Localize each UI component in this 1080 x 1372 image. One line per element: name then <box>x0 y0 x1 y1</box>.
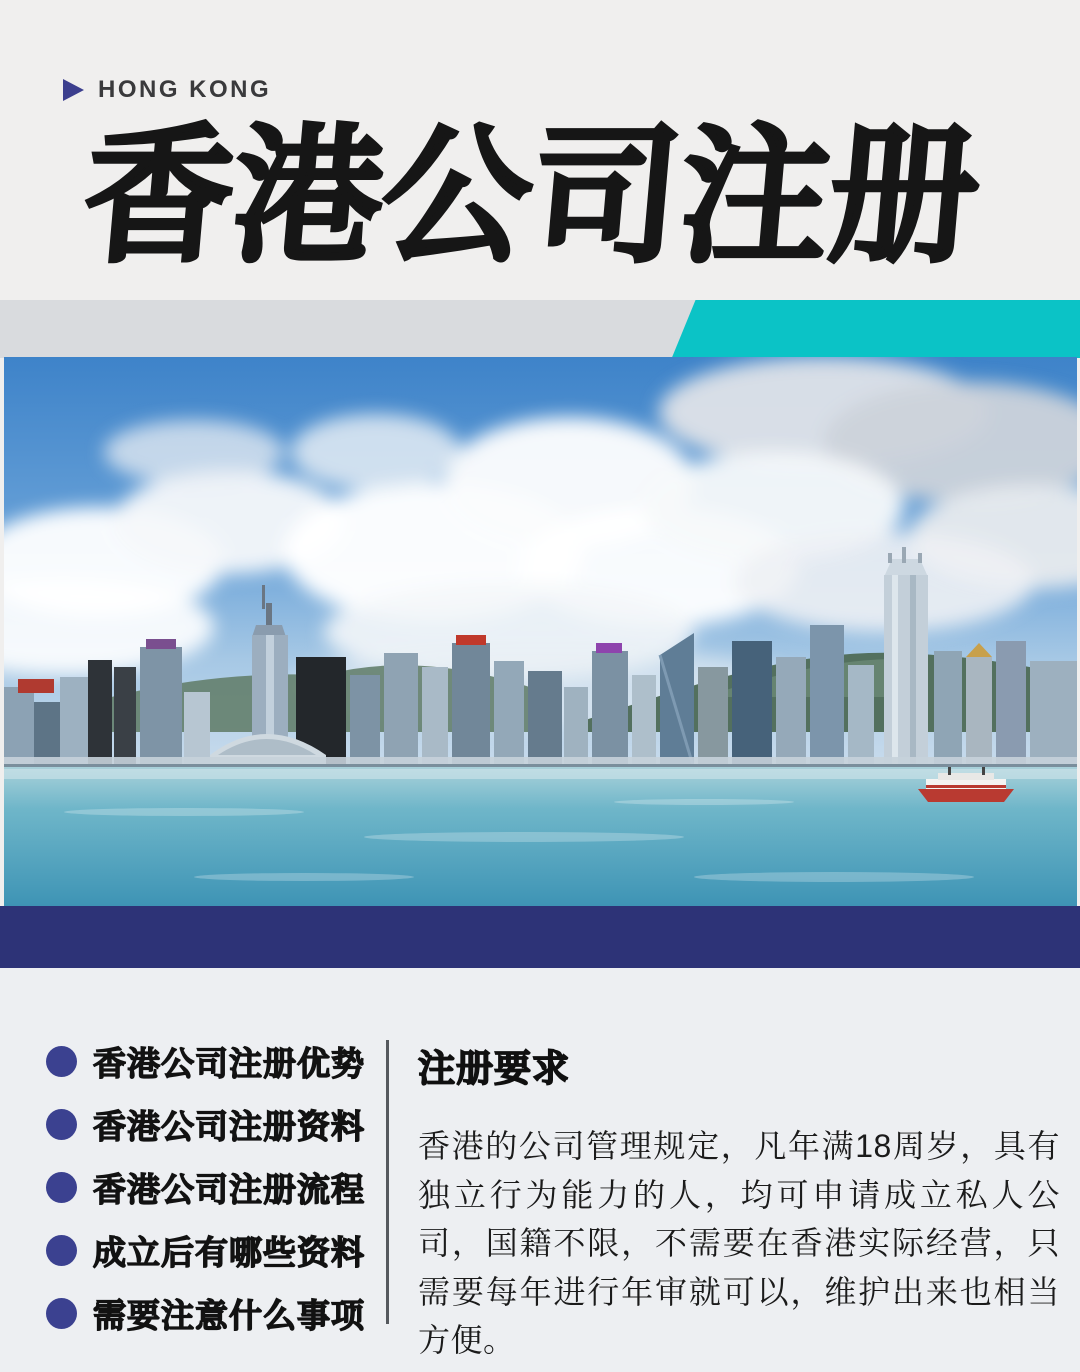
requirements-block <box>418 1038 1060 1365</box>
kicker <box>63 76 271 104</box>
requirements-heading: 注册要求 <box>418 1048 570 1089</box>
bullet-dot-icon <box>46 1298 77 1329</box>
triangle-right-icon <box>63 79 84 101</box>
topic-menu <box>46 1030 365 1345</box>
menu-item-label: 香港公司注册优势 <box>93 1045 365 1082</box>
list-item <box>46 1156 365 1219</box>
kicker-label: HONG KONG <box>98 76 272 103</box>
list-item <box>46 1282 365 1345</box>
bullet-dot-icon <box>46 1046 77 1077</box>
bullet-dot-icon <box>46 1109 77 1140</box>
list-item <box>46 1030 365 1093</box>
victoria-harbour-skyline-photo <box>4 357 1077 906</box>
requirements-paragraph: 香港的公司管理规定，凡年满18周岁，具有独立行为能力的人，均可申请成立私人公司，国籍不限，不需要在香港实际经营，只需要每年进行年审就可以，维护出来也相当方便。 <box>418 1128 1060 1358</box>
bullet-dot-icon <box>46 1172 77 1203</box>
page-title: 香港公司注册 <box>77 113 986 280</box>
divider-band-teal <box>0 300 1080 358</box>
vertical-divider <box>386 1040 389 1324</box>
menu-item-label: 香港公司注册流程 <box>93 1171 365 1208</box>
menu-item-label: 需要注意什么事项 <box>93 1297 365 1334</box>
list-item <box>46 1093 365 1156</box>
menu-item-label: 香港公司注册资料 <box>93 1108 365 1145</box>
list-item <box>46 1219 365 1282</box>
divider-band <box>0 300 1080 358</box>
bullet-dot-icon <box>46 1235 77 1266</box>
navy-divider-band <box>0 906 1080 968</box>
menu-item-label: 成立后有哪些资料 <box>93 1234 365 1271</box>
info-section <box>0 968 1080 1372</box>
